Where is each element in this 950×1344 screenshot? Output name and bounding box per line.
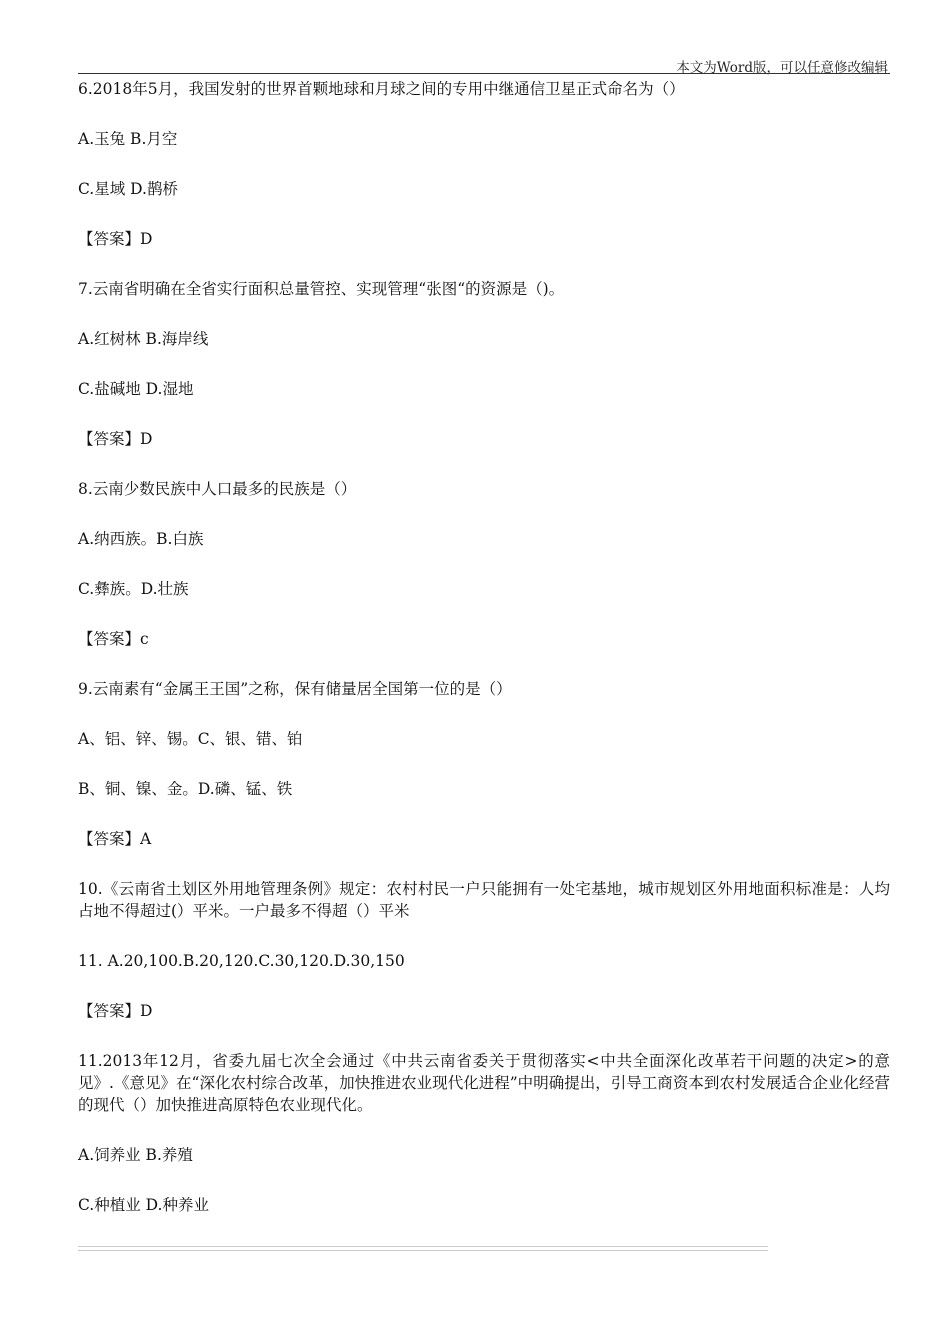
question-8-answer: 【答案】c: [78, 630, 149, 648]
question-6: 6.2018年5月，我国发射的世界首颗地球和月球之间的专用中继通信卫星正式命名为（）: [78, 80, 685, 98]
question-10: 10.《云南省土划区外用地管理条例》规定：农村村民一户只能拥有一处宅基地，城市规划区外用地面积标准是：人均占地不得超过(）平米。一户最多不得超（）平米: [78, 880, 890, 920]
question-7: 7.云南省明确在全省实行面积总量管控、实现管理“张图“的资源是（)。: [78, 280, 565, 298]
question-7-options-cd: C.盐碱地 D.湿地: [78, 380, 194, 398]
question-11-options-ab: A.饲养业 B.养殖: [78, 1146, 193, 1164]
question-7-options-ab: A.红树林 B.海岸线: [78, 330, 209, 348]
question-9-options-2: B、铜、镍、金。D.磷、锰、铁: [78, 780, 293, 798]
question-6-options-cd: C.星域 D.鹊桥: [78, 180, 178, 198]
question-6-answer: 【答案】D: [78, 230, 153, 248]
question-6-options-ab: A.玉兔 B.月空: [78, 130, 178, 148]
question-10-answer: 【答案】D: [78, 1002, 153, 1020]
question-8-options-ab: A.纳西族。B.白族: [78, 530, 204, 548]
question-11: 11.2013年12月，省委九届七次全会通过《中共云南省委关于贯彻落实<中共全面深化改革若干问题的决定>的意见》.《意见》在“深化农村综合改革，加快推进农业现代化进程”中明确提出，引导工商资本到农村发展适合企业化经营的现代（）加快推进高原特色农业现代化。: [78, 1052, 890, 1114]
document-body: [78, 78, 890, 1244]
question-9-answer: 【答案】A: [78, 830, 152, 848]
footer-rule: [78, 1246, 768, 1251]
header-rule: [78, 73, 890, 74]
question-10-options: 11. A.20,100.B.20,120.C.30,120.D.30,150: [78, 952, 405, 970]
question-11-options-cd: C.种植业 D.种养业: [78, 1196, 209, 1214]
header-note: 本文为Word版，可以任意修改编辑: [676, 60, 888, 76]
question-9: 9.云南素有“金属王王国”之称，保有储量居全国第一位的是（）: [78, 680, 512, 698]
question-9-options-1: A、铝、锌、锡。C、银、错、铂: [78, 730, 303, 748]
question-8: 8.云南少数民族中人口最多的民族是（）: [78, 480, 357, 498]
question-7-answer: 【答案】D: [78, 430, 153, 448]
question-8-options-cd: C.彝族。D.壮族: [78, 580, 189, 598]
